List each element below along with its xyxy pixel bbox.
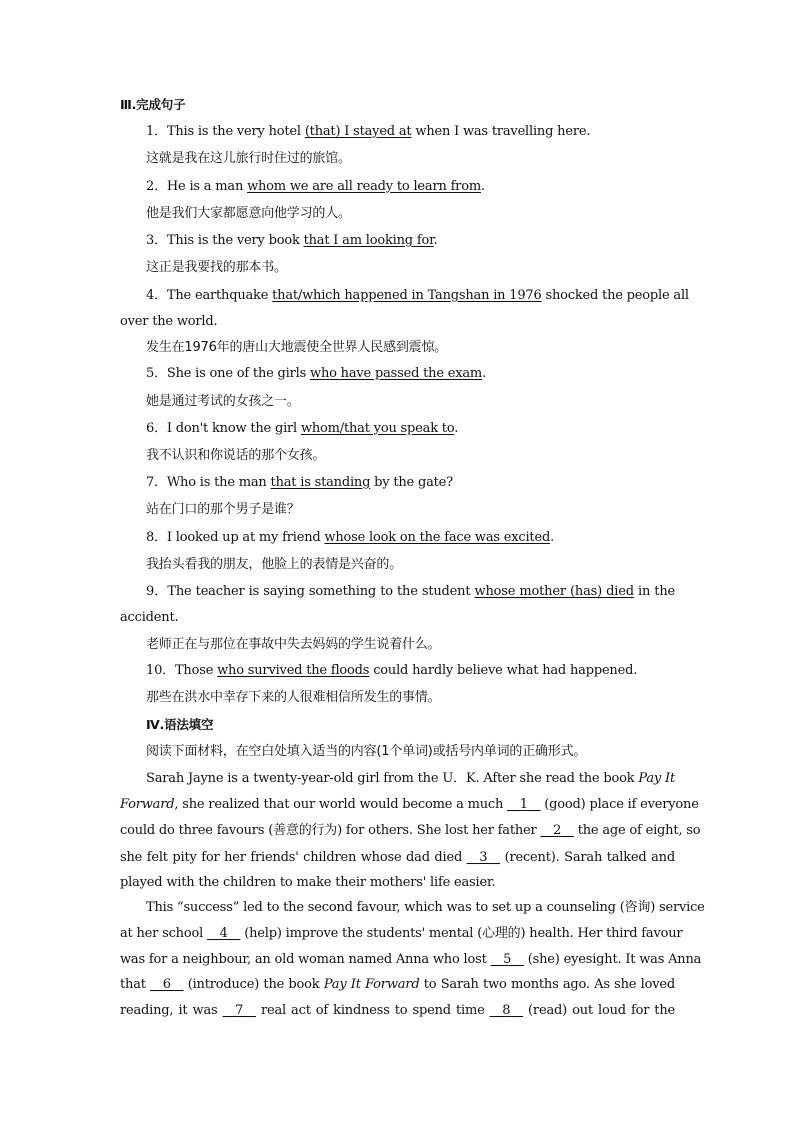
item-number: 4． — [146, 288, 167, 303]
answer-text: whom we are all ready to learn from — [247, 179, 481, 194]
answer-text: that I am looking for — [303, 233, 434, 248]
item-number: 7． — [146, 475, 167, 490]
item-number: 3． — [146, 233, 167, 248]
sentence-text: could hardly believe what had happened. — [369, 663, 638, 678]
chinese-translation: 那些在洪水中幸存下来的人很难相信所发生的事情。 — [146, 690, 441, 705]
passage-text: that — [120, 977, 151, 992]
chinese-translation: 我抬头看我的朋友，他脸上的表情是兴奋的。 — [146, 557, 403, 572]
passage-text: at her school — [120, 926, 207, 941]
passage-text: to Sarah two months ago. As she loved — [419, 977, 675, 992]
book-title: Pay It — [638, 771, 675, 786]
chinese-translation: 这就是我在这儿旅行时住过的旅馆。 — [146, 151, 351, 166]
sentence-text: This is the very hotel — [166, 124, 305, 139]
sentence-item-6 — [146, 421, 675, 437]
chinese-translation: 站在门口的那个男子是谁？ — [146, 502, 300, 517]
item-number: 8． — [146, 530, 167, 545]
sentence-text: I don't know the girl — [166, 421, 301, 436]
section-3-title: Ⅲ.完成句子 — [120, 97, 186, 112]
sentence-text: She is one of the girls — [166, 366, 311, 381]
item-number: 1． — [146, 124, 167, 139]
sentence-text: . — [433, 233, 438, 248]
passage-text: real act of kindness to spend time — [255, 1003, 490, 1018]
chinese-translation: 她是通过考试的女孩之一。 — [146, 394, 300, 409]
section-4-instruction: 阅读下面材料，在空白处填入适当的内容(1个单词)或括号内单词的正确形式。 — [146, 744, 587, 759]
passage-text: , she realized that our world would become a much — [174, 797, 508, 812]
sentence-text: The teacher is saying something to the student — [167, 584, 475, 599]
book-title: Pay It Forward — [323, 977, 420, 992]
sentence-text: The earthquake — [166, 288, 273, 303]
blank-6: __6__ — [150, 977, 184, 992]
passage-line — [120, 797, 699, 813]
sentence-text: Those — [174, 663, 218, 678]
book-title: Forward — [120, 797, 175, 812]
answer-text: who survived the floods — [217, 663, 370, 678]
passage-text: (read) out loud for the — [522, 1003, 675, 1018]
sentence-continuation: accident. — [120, 610, 179, 625]
passage-text: was for a neighbour, an old woman named Anna who lost — [120, 952, 491, 967]
sentence-item-3 — [146, 233, 675, 249]
blank-5: __5__ — [490, 952, 524, 967]
sentence-text: Who is the man — [166, 475, 271, 490]
blank-4: __4__ — [207, 926, 241, 941]
section-4-title: Ⅳ.语法填空 — [146, 717, 214, 732]
passage-text: Sarah Jayne is a twenty-year-old girl from the U．K. After she read the book — [146, 771, 639, 786]
item-number: 10． — [146, 663, 175, 678]
passage-line — [146, 771, 675, 787]
sentence-text: in the — [633, 584, 675, 599]
passage-line — [120, 926, 683, 942]
sentence-text: He is a man — [166, 179, 248, 194]
sentence-item-1 — [146, 124, 675, 140]
item-number: 2． — [146, 179, 167, 194]
sentence-text: shocked the people all — [541, 288, 689, 303]
passage-line — [120, 1003, 675, 1019]
passage-text: played with the children to make their mothers' life easier. — [120, 875, 496, 890]
sentence-text: . — [454, 421, 459, 436]
passage-line — [120, 823, 701, 839]
answer-text: who have passed the exam — [310, 366, 483, 381]
passage-text: (recent). Sarah talked and — [499, 850, 675, 865]
passage-text: she felt pity for her friends' children whose dad died — [120, 850, 467, 865]
chinese-translation: 老师正在与那位在事故中失去妈妈的学生说着什么。 — [146, 637, 441, 652]
sentence-item-10 — [146, 663, 675, 679]
answer-text: that is standing — [270, 475, 371, 490]
chinese-translation: 他是我们大家都愿意向他学习的人。 — [146, 206, 351, 221]
answer-text: whose mother (has) died — [474, 584, 634, 599]
sentence-text: This is the very book — [166, 233, 304, 248]
blank-2: __2__ — [540, 823, 574, 838]
sentence-text: when I was travelling here. — [411, 124, 591, 139]
passage-text: (introduce) the book — [183, 977, 324, 992]
sentence-text: . — [482, 366, 486, 381]
chinese-translation: 发生在1976年的唐山大地震使全世界人民感到震惊。 — [146, 340, 448, 355]
passage-line — [120, 952, 702, 968]
sentence-item-2 — [146, 179, 675, 195]
answer-text: whose look on the face was excited — [324, 530, 551, 545]
blank-3: __3__ — [466, 850, 500, 865]
passage-text: reading, it was — [120, 1003, 223, 1018]
chinese-translation: 我不认识和你说话的那个女孩。 — [146, 448, 326, 463]
answer-text: (that) I stayed at — [304, 124, 412, 139]
sentence-item-5 — [146, 366, 675, 382]
sentence-text: I looked up at my friend — [166, 530, 325, 545]
sentence-text: . — [550, 530, 555, 545]
chinese-translation: 这正是我要找的那本书。 — [146, 260, 287, 275]
passage-text: (good) place if everyone — [540, 797, 699, 812]
sentence-item-4 — [146, 288, 689, 304]
passage-line — [120, 875, 675, 891]
passage-text: (help) improve the students' mental (心理的) health. Her third favour — [240, 926, 683, 941]
sentence-item-7 — [146, 475, 675, 491]
passage-line — [120, 850, 675, 866]
passage-line — [146, 900, 705, 916]
sentence-continuation: over the world. — [120, 314, 218, 329]
item-number: 9． — [146, 584, 168, 599]
item-number: 5． — [146, 366, 167, 381]
sentence-item-9 — [146, 584, 675, 600]
sentence-item-8 — [146, 530, 675, 546]
passage-text: could do three favours (善意的行为) for others. She lost her father — [120, 823, 541, 838]
passage-line — [120, 977, 675, 993]
sentence-text: . — [480, 179, 485, 194]
answer-text: whom/that you speak to — [300, 421, 455, 436]
passage-text: (she) eyesight. It was Anna — [523, 952, 702, 967]
passage-text: This “success” led to the second favour, which was to set up a counseling (咨询) service — [146, 900, 705, 915]
sentence-text: by the gate? — [370, 475, 453, 490]
blank-7: __7__ — [222, 1003, 256, 1018]
blank-1: __1__ — [507, 797, 541, 812]
item-number: 6． — [146, 421, 167, 436]
passage-text: the age of eight, so — [573, 823, 701, 838]
answer-text: that/which happened in Tangshan in 1976 — [272, 288, 542, 303]
blank-8: __8__ — [489, 1003, 523, 1018]
